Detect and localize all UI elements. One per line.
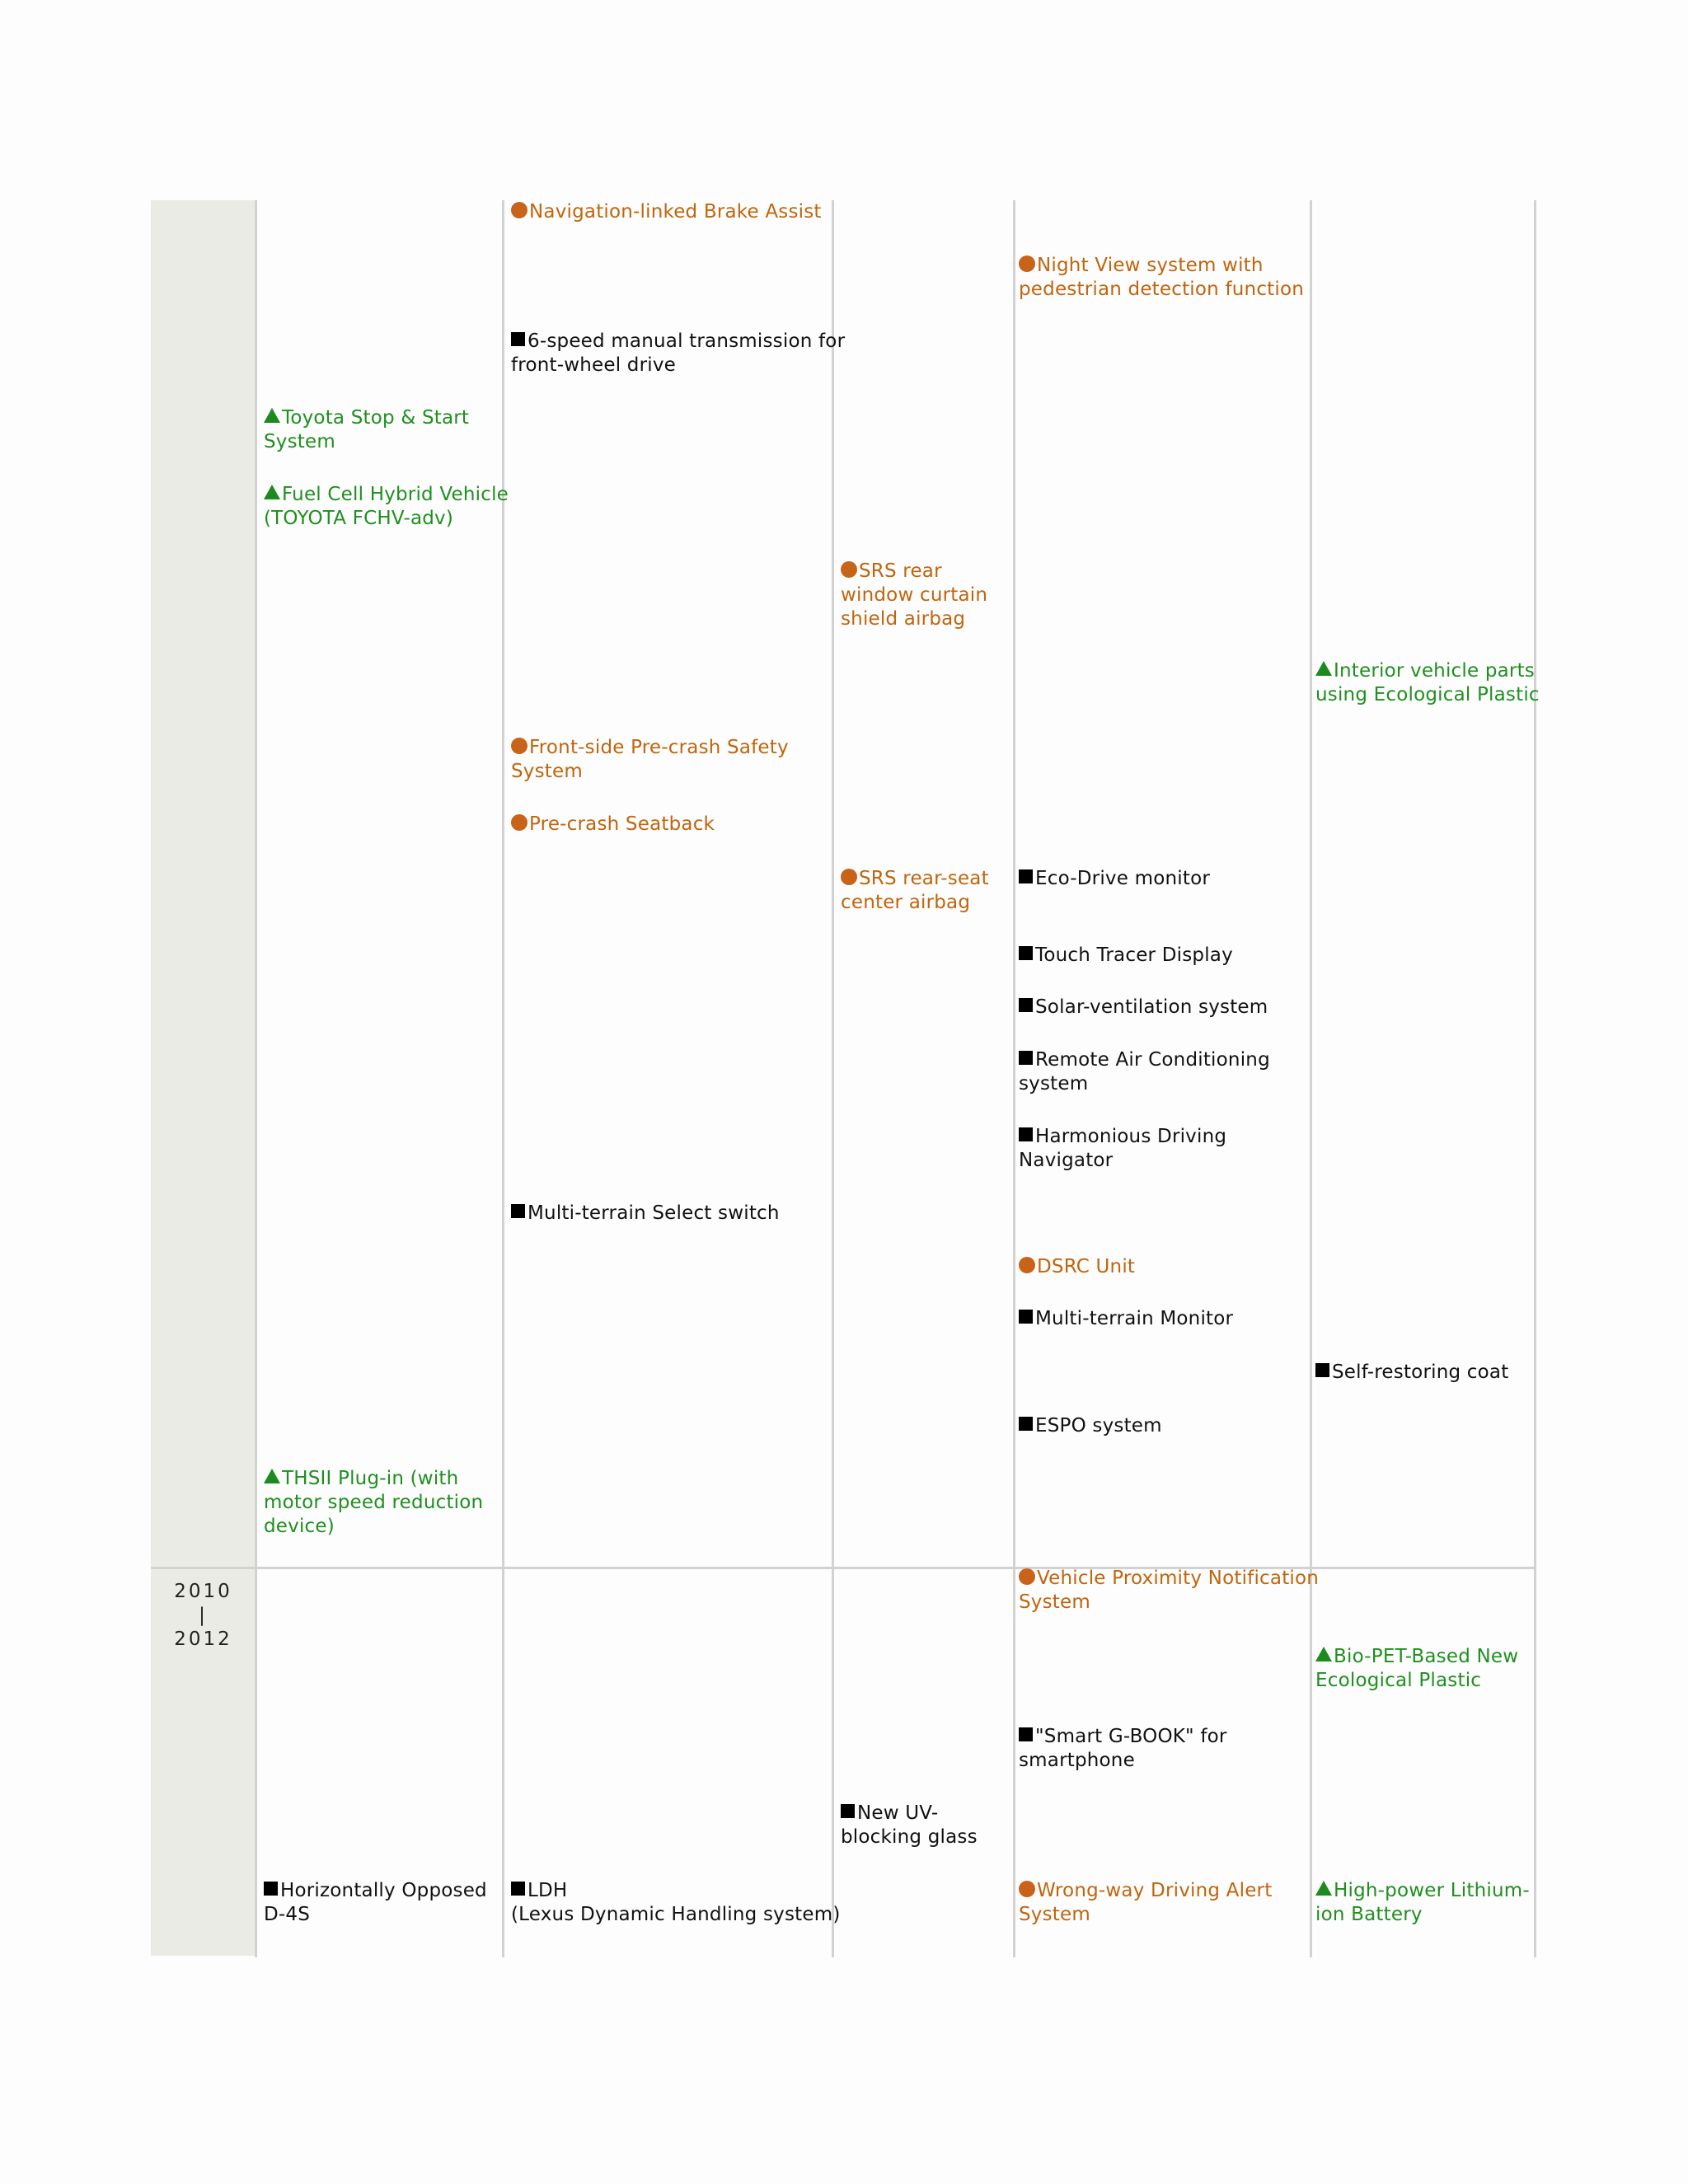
timeline-entry-srs-rear-window-curtain: SRS rear window curtain shield airbag <box>841 560 988 630</box>
year-range-label <box>151 1580 256 1652</box>
timeline-entry-toyota-stop-start: Toyota Stop & Start System <box>264 407 470 452</box>
timeline-entry-pre-crash-seatback: Pre-crash Seatback <box>511 813 715 837</box>
timeline-entry-self-restoring-coat: Self-restoring coat <box>1315 1361 1508 1385</box>
timeline-entry-horizontally-opposed-d4s: Horizontally Opposed D-4S <box>264 1880 487 1925</box>
year-start: 2010 <box>174 1581 232 1602</box>
triangle-icon <box>264 1469 280 1483</box>
square-icon <box>264 1882 278 1896</box>
column-divider <box>255 200 257 1957</box>
timeline-entry-touch-tracer: Touch Tracer Display <box>1019 944 1233 968</box>
column-divider <box>1013 200 1015 1957</box>
timeline-entry-uv-blocking-glass: New UV- blocking glass <box>841 1802 978 1848</box>
timeline-entry-nav-brake-assist: Navigation-linked Brake Assist <box>511 200 822 224</box>
circle-icon <box>511 738 528 754</box>
circle-icon <box>1019 1568 1035 1585</box>
circle-icon <box>1019 255 1035 272</box>
timeline-entry-6-speed-mt: 6-speed manual transmission for front-wheel drive <box>511 330 846 376</box>
square-icon <box>511 332 525 346</box>
timeline-entry-harmonious-driving-nav: Harmonious Driving Navigator <box>1019 1126 1227 1171</box>
year-cell-row2 <box>151 1568 256 1956</box>
timeline-entry-vehicle-proximity: Vehicle Proximity Notification System <box>1019 1568 1320 1613</box>
circle-icon <box>841 869 857 885</box>
timeline-entry-interior-eco-plastic: Interior vehicle parts using Ecological Plastic <box>1315 660 1540 705</box>
timeline-entry-night-view: Night View system with pedestrian detection function <box>1019 255 1305 300</box>
column-divider <box>832 200 834 1957</box>
timeline-entry-solar-ventilation: Solar-ventilation system <box>1019 996 1268 1019</box>
triangle-icon <box>264 485 280 499</box>
year-separator: | <box>199 1605 208 1626</box>
square-icon <box>1315 1363 1329 1377</box>
year-cell-row1 <box>151 200 256 1568</box>
square-icon <box>1019 1310 1033 1324</box>
circle-icon <box>1019 1257 1035 1273</box>
square-icon <box>1019 1127 1033 1141</box>
circle-icon <box>1019 1881 1035 1897</box>
column-divider <box>502 200 504 1957</box>
timeline-entry-eco-drive-monitor: Eco-Drive monitor <box>1019 867 1210 891</box>
timeline-entry-srs-rear-seat-center: SRS rear-seat center airbag <box>841 868 989 913</box>
timeline-entry-front-side-pcs: Front-side Pre-crash Safety System <box>511 737 789 782</box>
square-icon <box>1019 869 1033 883</box>
row-divider <box>151 1567 1536 1569</box>
timeline-entry-smart-g-book: "Smart G-BOOK" for smartphone <box>1019 1726 1227 1771</box>
square-icon <box>1019 998 1033 1012</box>
square-icon <box>1019 1051 1033 1065</box>
square-icon <box>1019 946 1033 960</box>
circle-icon <box>511 814 528 831</box>
triangle-icon <box>1315 661 1332 676</box>
timeline-entry-thsii-plug-in: THSII Plug-in (with motor speed reduction device) <box>264 1468 484 1537</box>
year-end: 2012 <box>174 1629 232 1650</box>
circle-icon <box>511 202 528 218</box>
square-icon <box>511 1204 525 1218</box>
timeline-entry-fchv-adv: Fuel Cell Hybrid Vehicle (TOYOTA FCHV-adv) <box>264 484 509 529</box>
timeline-entry-espo-system: ESPO system <box>1019 1414 1162 1438</box>
timeline-entry-remote-ac: Remote Air Conditioning system <box>1019 1049 1270 1094</box>
triangle-icon <box>1315 1881 1332 1896</box>
timeline-entry-wrong-way-alert: Wrong-way Driving Alert System <box>1019 1880 1273 1925</box>
square-icon <box>511 1882 525 1896</box>
timeline-entry-multi-terrain-select: Multi-terrain Select switch <box>511 1202 780 1226</box>
triangle-icon <box>1315 1647 1332 1661</box>
triangle-icon <box>264 408 280 423</box>
square-icon <box>1019 1727 1033 1741</box>
circle-icon <box>841 561 857 578</box>
column-divider <box>1534 200 1536 1957</box>
timeline-entry-bio-pet-plastic: Bio-PET-Based New Ecological Plastic <box>1315 1646 1519 1691</box>
timeline-entry-lithium-ion-battery: High-power Lithium- ion Battery <box>1315 1880 1530 1925</box>
timeline-entry-dsrc-unit: DSRC Unit <box>1019 1255 1135 1279</box>
column-divider <box>1310 200 1312 1957</box>
timeline-entry-multi-terrain-monitor: Multi-terrain Monitor <box>1019 1307 1233 1331</box>
square-icon <box>841 1804 855 1818</box>
square-icon <box>1019 1417 1033 1431</box>
timeline-entry-ldh: LDH (Lexus Dynamic Handling system) <box>511 1880 841 1925</box>
